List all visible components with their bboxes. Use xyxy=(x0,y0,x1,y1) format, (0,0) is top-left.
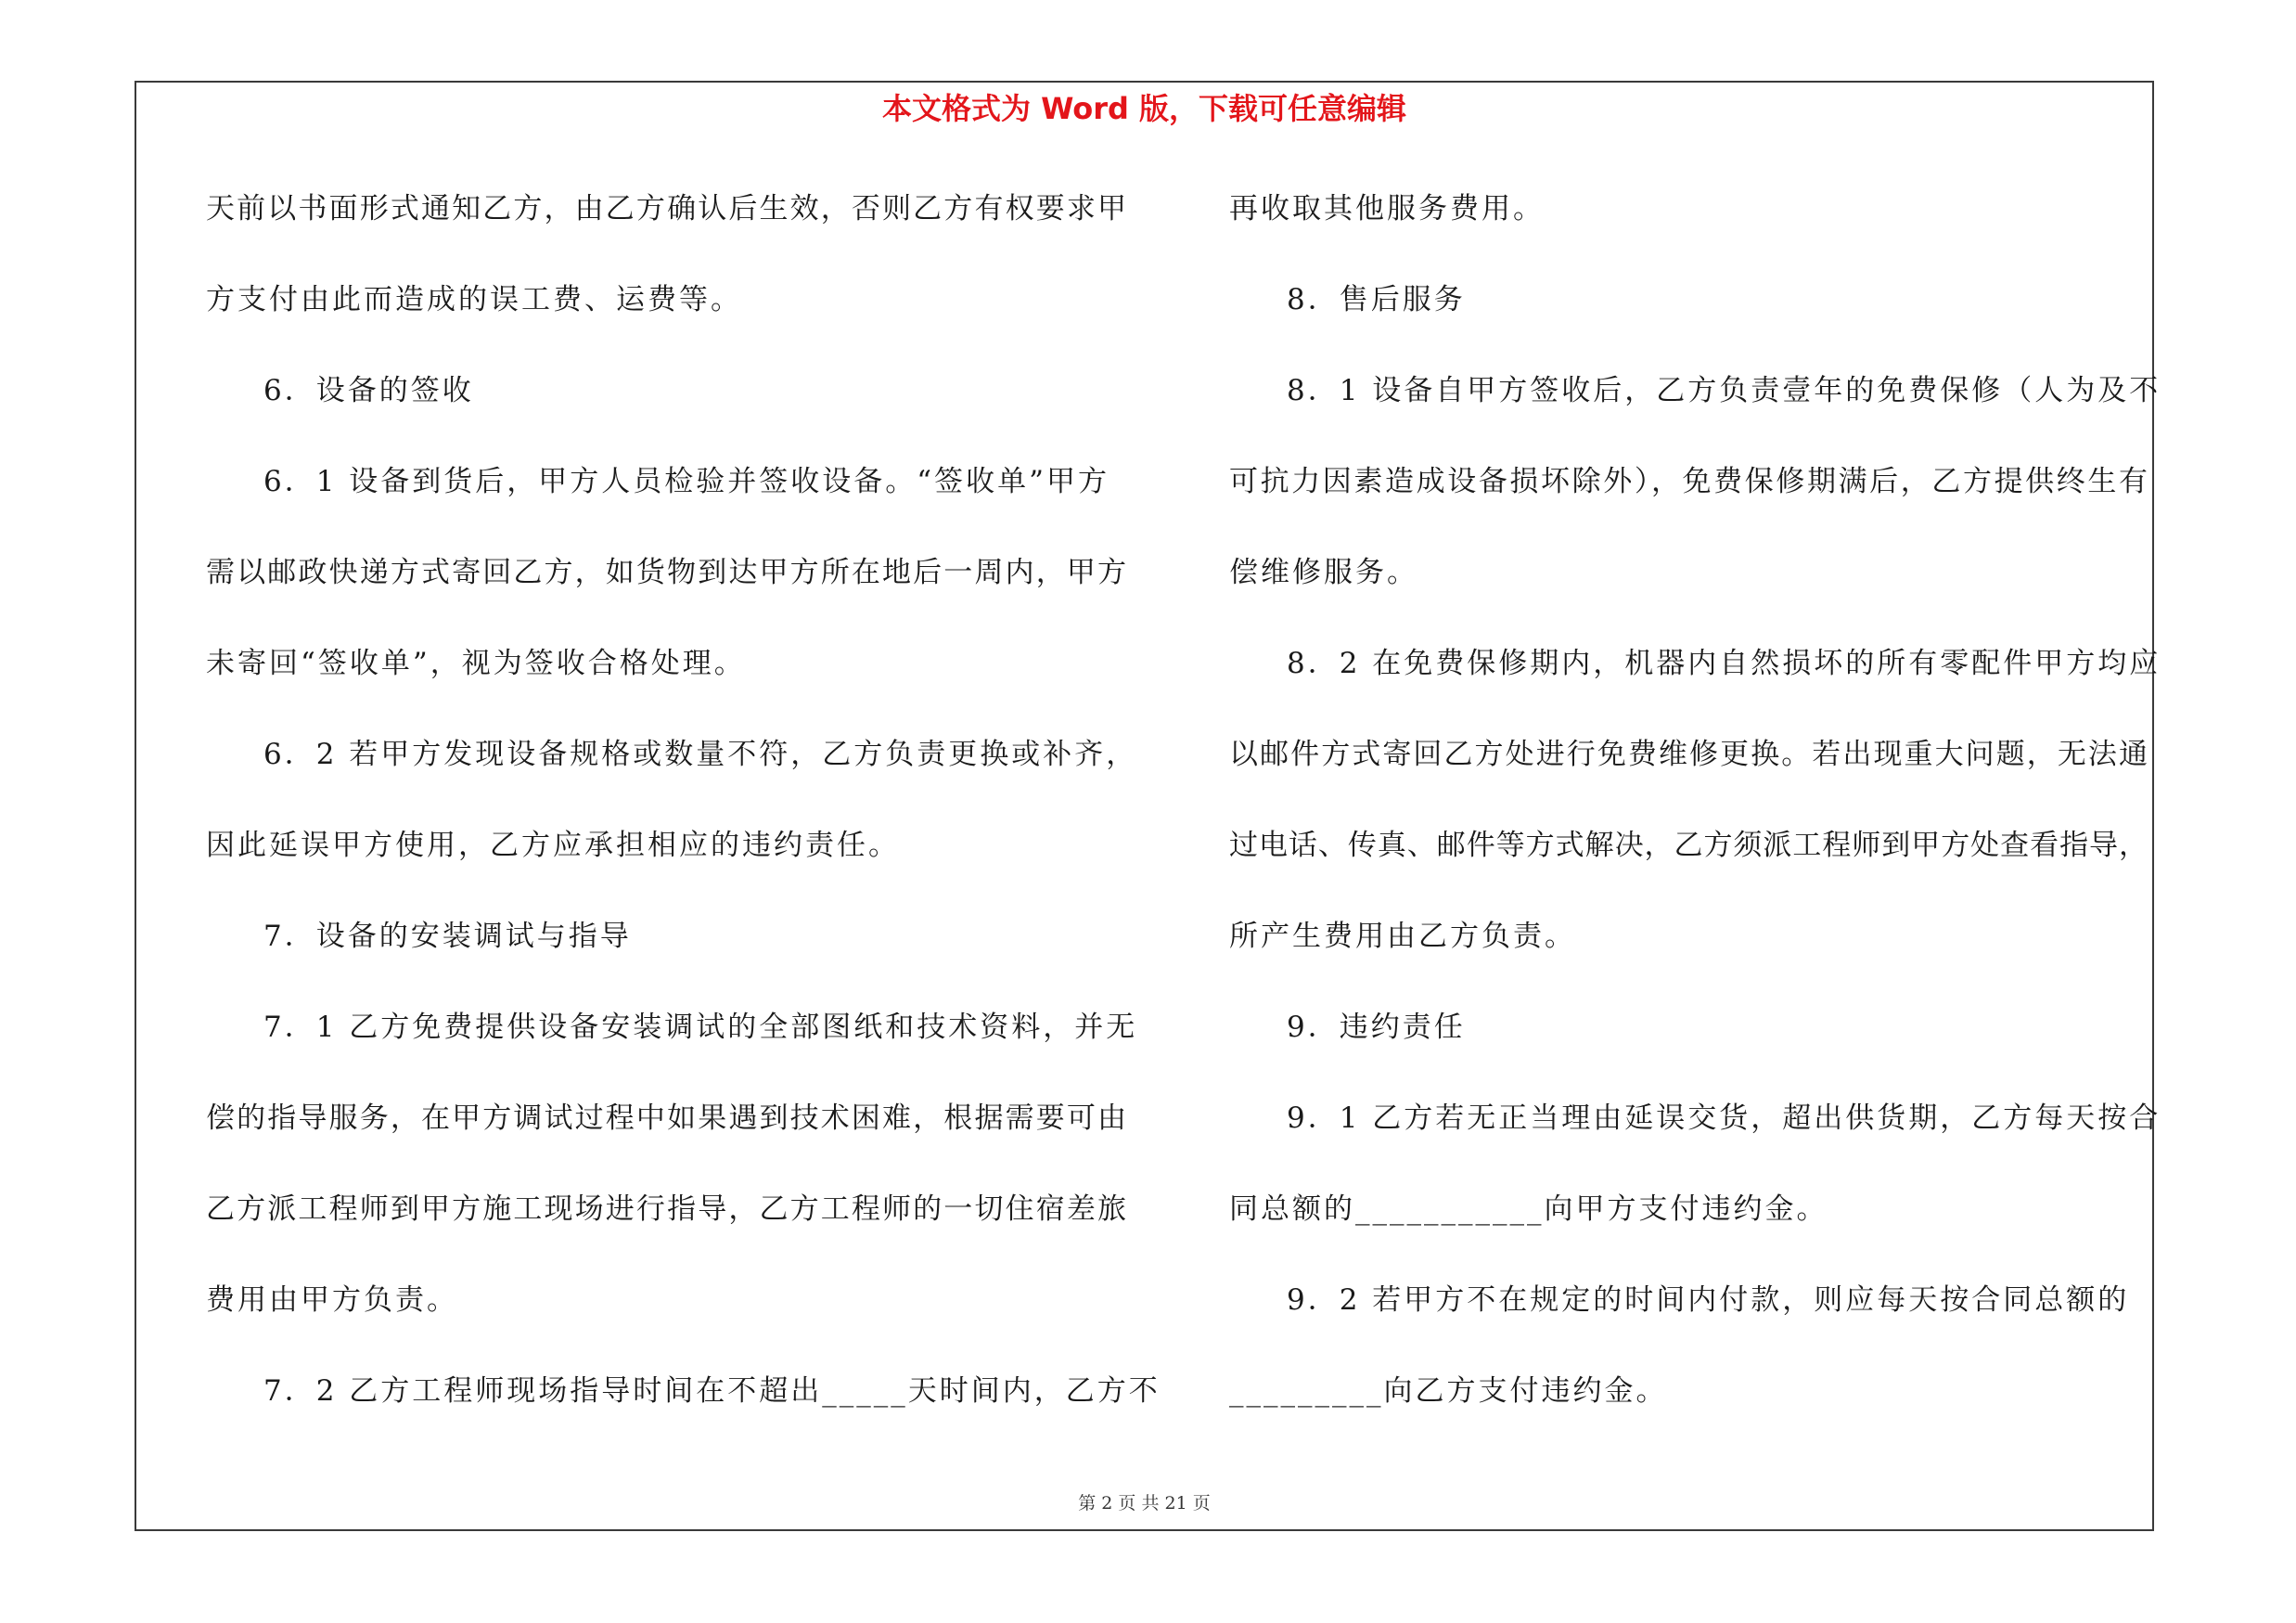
paragraph-line: 8．1 设备自甲方签收后，乙方负责壹年的免费保修（人为及不 xyxy=(1287,374,2161,407)
paragraph-line: 8．2 在免费保修期内，机器内自然损坏的所有零配件甲方均应 xyxy=(1287,647,2161,680)
left-column xyxy=(206,181,1161,1454)
paragraph-line: 7．2 乙方工程师现场指导时间在不超出_____天时间内，乙方不 xyxy=(263,1374,1161,1408)
paragraph-line: 可抗力因素造成设备损坏除外），免费保修期满后，乙方提供终生有 xyxy=(1229,465,2148,498)
page-number: 第 2 页 共 21 页 xyxy=(1078,1493,1211,1514)
paragraph-line: 7．1 乙方免费提供设备安装调试的全部图纸和技术资料，并无 xyxy=(263,1011,1138,1044)
paragraph-line: 以邮件方式寄回乙方处进行免费维修更换。若出现重大问题，无法通 xyxy=(1229,738,2148,771)
paragraph-line: 6．2 若甲方发现设备规格或数量不符，乙方负责更换或补齐， xyxy=(263,738,1138,771)
paragraph-line: 再收取其他服务费用。 xyxy=(1229,192,1545,225)
paragraph-line: 需以邮政快递方式寄回乙方，如货物到达甲方所在地后一周内，甲方 xyxy=(206,556,1126,589)
paragraph-line: _________向乙方支付违约金。 xyxy=(1229,1374,1668,1408)
paragraph-line: 偿维修服务。 xyxy=(1229,556,1418,589)
paragraph-line: 因此延误甲方使用，乙方应承担相应的违约责任。 xyxy=(206,829,900,862)
paragraph-line: 9．1 乙方若无正当理由延误交货，超出供货期，乙方每天按合 xyxy=(1287,1101,2161,1135)
right-column xyxy=(1229,181,2161,1454)
section-heading: 9．违约责任 xyxy=(1287,1011,1466,1044)
paragraph-line: 费用由甲方负责。 xyxy=(206,1283,458,1317)
paragraph-line: 未寄回“签收单”，视为签收合格处理。 xyxy=(206,647,746,680)
section-heading: 7．设备的安装调试与指导 xyxy=(263,920,632,953)
paragraph-line: 9．2 若甲方不在规定的时间内付款，则应每天按合同总额的 xyxy=(1287,1283,2130,1317)
paragraph-line: 6．1 设备到货后，甲方人员检验并签收设备。“签收单”甲方 xyxy=(263,465,1110,498)
paragraph-line: 过电话、传真、邮件等方式解决，乙方须派工程师到甲方处查看指导， xyxy=(1229,829,2148,862)
section-heading: 8．售后服务 xyxy=(1287,283,1466,316)
paragraph-line: 方支付由此而造成的误工费、运费等。 xyxy=(206,283,742,316)
paragraph-line: 同总额的___________向甲方支付违约金。 xyxy=(1229,1192,1828,1226)
paragraph-line: 天前以书面形式通知乙方，由乙方确认后生效，否则乙方有权要求甲 xyxy=(206,192,1126,225)
paragraph-line: 乙方派工程师到甲方施工现场进行指导，乙方工程师的一切住宿差旅 xyxy=(206,1192,1126,1226)
section-heading: 6．设备的签收 xyxy=(263,374,474,407)
paragraph-line: 所产生费用由乙方负责。 xyxy=(1229,920,1576,953)
format-banner: 本文格式为 Word 版，下载可任意编辑 xyxy=(881,91,1407,126)
paragraph-line: 偿的指导服务，在甲方调试过程中如果遇到技术困难，根据需要可由 xyxy=(206,1101,1126,1135)
